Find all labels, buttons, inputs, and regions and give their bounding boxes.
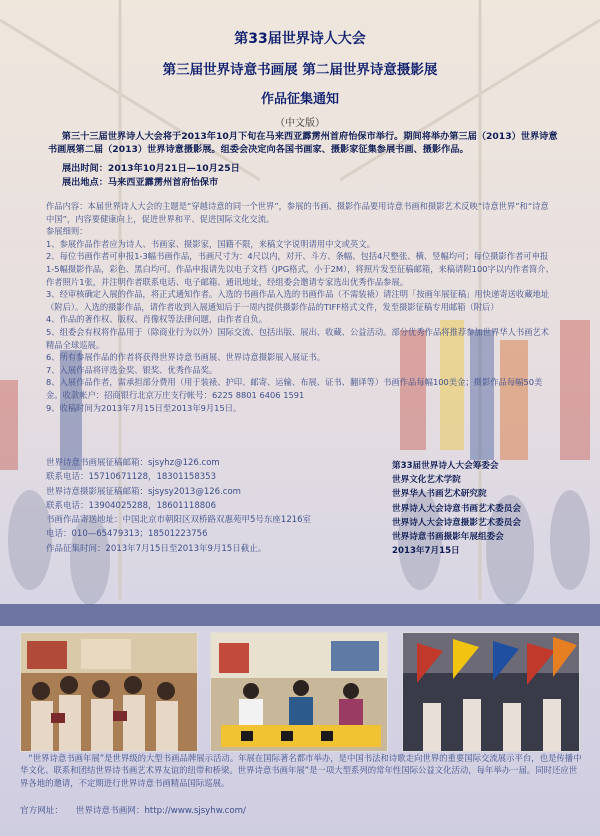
rule-item: 作品内容：本届世界诗人大会的主题是“穿越诗意的同一个世界”，参展的书画、摄影作品要用诗意书画和摄影艺术反映“诗意世界”和“诗意中国”，内容要健康向上，促进世界和平、促进国际文化交流。: [46, 201, 549, 224]
title-line-3: 作品征集通知: [260, 92, 339, 107]
official-site: [20, 804, 256, 816]
site-label: 官方网址：: [20, 806, 63, 816]
contact-section: [46, 456, 376, 556]
organizer-line: 世界诗人大会诗意摄影艺术委员会: [392, 517, 521, 528]
contact-line: 作品征集时间：2013年7月15日至2013年9月15日截止。: [46, 543, 267, 554]
intro-paragraph: [48, 130, 558, 156]
exhibition-place: 展出地点：马来西亚霹雳州首府怡保市: [62, 177, 219, 188]
photo-readers: [20, 632, 198, 752]
rules-section: [46, 200, 556, 414]
rule-item: 8、入展作品作者，需承担部分费用（用于装裱、护印、邮寄、运输、布展、证书、翻译等）书画作品每幅100美金；摄影作品每幅50美金。收款帐户：招商银行北京万庄支行帐号：6225 8801 6406 1591: [46, 377, 543, 400]
edition-label: （中文版）: [275, 118, 325, 129]
rule-item: 5、组委会有权将作品用于（除商业行为以外）国际交流、包括出版、展出、收藏、公益活动。部分优秀作品将推荐参加世界华人书画艺术精品全球巡展。: [46, 326, 550, 350]
title-line-1: 第33届世界诗人大会: [234, 31, 366, 47]
rule-item: 4、作品的著作权、版权、肖像权等法律问题，由作者自负。: [46, 314, 267, 325]
rule-item: 6、所有参展作品的作者将获得世界诗意书画展、世界诗意摄影展入展证书。: [46, 352, 326, 363]
divider-band: [0, 604, 600, 626]
organizer-line: 第33届世界诗人大会筹委会: [392, 461, 499, 471]
rule-item: 1、参展作品作者应为诗人、书画家、摄影家，国籍不限，来稿文字说明请用中文或英文。: [46, 238, 375, 249]
photo-calligraphy: [210, 632, 388, 752]
organizer-line: 世界诗意书画摄影年展组委会: [392, 532, 504, 543]
contact-line: 书画作品寄送地址：中国北京市朝阳区双桥路双惠苑甲5号东座1216室: [46, 515, 312, 526]
organizer-line: 世界诗人大会诗意书画艺术委员会: [392, 503, 521, 514]
title-line-2: 第三届世界诗意书画展 第二届世界诗意摄影展: [162, 62, 438, 78]
exhibition-time: 展出时间：2013年10月21日—10月25日: [62, 163, 240, 174]
site-link[interactable]: 世界诗意书画网：http://www.sjsyhw.com/: [75, 806, 246, 816]
rule-item: 参展细则：: [46, 226, 88, 237]
contact-line: 联系电话：13904025288，18601118806: [46, 500, 216, 511]
contact-line: 联系电话：15710671128，18301158353: [46, 472, 216, 483]
organizers-section: [392, 459, 582, 558]
rule-item: 2、每位书画作者可申报1-3幅书画作品，书画尺寸为：4尺以内，对开、斗方、条幅、包括4尺整张、横、竖幅均可；每位摄影作者可申报1-5幅摄影作品，彩色、黑白均可。作品申报请先以电子文档（JPG格式，小于2M），将照片发至征稿邮箱，来稿请附100字以内作者简介、作者照片1张，并注明作者联系电话、电子邮箱、通讯地址，经组委会邀请专家选出优秀作品参展。: [46, 251, 554, 287]
contact-line: 电话：010—65479313；18501223756: [46, 529, 208, 540]
contact-line: 世界诗意书画展征稿邮箱：sjsyhz@126.com: [46, 458, 220, 468]
rule-item: 9、收稿时间为2013年7月15日至2013年9月15日。: [46, 402, 242, 413]
footer-description: “世界诗意书画年展”是世界级的大型书画品牌展示活动。年展在国际著名都市举办，是中国书法和诗歌走向世界的重要国际交流展示平台，也是传播中华文化、联系和团结世界诗书画艺术界友谊的纽带和桥梁。世界诗意书画年展”是一项大型系列的常年性国际公益文化活动，每年举办一届。同时还应世界各地的邀请，不定期进行世界诗意书画精品国际巡展。: [20, 753, 582, 788]
intro-text: 第三十三届世界诗人大会将于2013年10月下旬在马来西亚霹雳州首府怡保市举行。期间将举办第三届（2013）世界诗意书画展第二届（2013）世界诗意摄影展。组委会决定向各国书画家、摄影家征集参展书画、摄影作品。: [48, 131, 558, 155]
contact-line: 世界诗意摄影展征稿邮箱：sjsysy2013@126.com: [46, 486, 241, 497]
rule-item: 3、经审核确定入展的作品，将正式通知作者。入选的书画作品入选的书画作品（不需装裱）请注明「按画年展征稿」用快递寄送收藏地址（附后）。入选的摄影作品，请作者收到入展通知后于一周内提供摄影作品的TIFF格式文件，发至摄影征稿专用邮箱（附后）: [46, 289, 550, 312]
organizer-line: 世界华人书画艺术研究院: [392, 489, 487, 500]
issue-date: 2013年7月15日: [392, 546, 460, 557]
photo-flag-ceremony: [402, 632, 580, 752]
rule-item: 7、入展作品将评选金奖、银奖、优秀作品奖。: [46, 364, 218, 375]
organizer-line: 世界文化艺术学院: [392, 475, 461, 486]
